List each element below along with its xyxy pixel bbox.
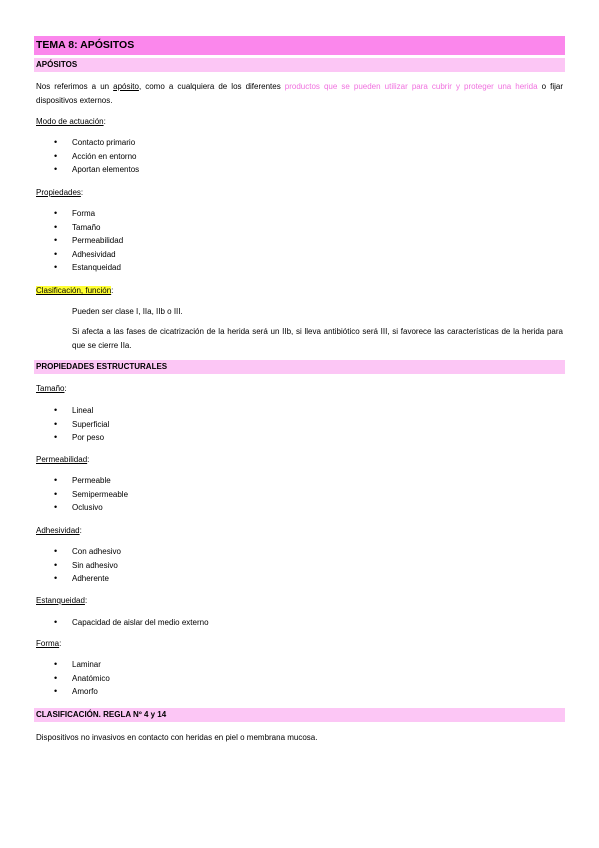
- list-item: • Por peso: [54, 431, 109, 445]
- modo-actuacion-label-text: Modo de actuación: [36, 117, 104, 126]
- list-item: • Estanqueidad: [54, 261, 123, 275]
- list-item: • Adhesividad: [54, 248, 123, 262]
- clasificacion-funcion-label-text: Clasificación, función: [36, 286, 112, 295]
- estanqueidad-label-text: Estanqueidad: [36, 596, 85, 605]
- propiedades-list: [54, 207, 123, 275]
- list-item: • Laminar: [54, 658, 110, 672]
- propiedades-label-text: Propiedades: [36, 188, 81, 197]
- forma-label: Forma:: [36, 639, 62, 648]
- list-item: • Contacto primario: [54, 136, 139, 150]
- list-item: • Lineal: [54, 404, 109, 418]
- estanqueidad-label: Estanqueidad:: [36, 596, 88, 605]
- list-item: • Semipermeable: [54, 488, 128, 502]
- intro-paragraph: [36, 80, 563, 107]
- list-item: • Oclusivo: [54, 501, 128, 515]
- intro-highlight-pink: productos que se pueden utilizar para cubrir y proteger una herida: [284, 82, 538, 91]
- intro-term-aposito: apósito: [113, 82, 139, 91]
- tamano-label-text: Tamaño: [36, 384, 65, 393]
- clasificacion-line-2: Si afecta a las fases de cicatrización de la herida será un IIb, si lleva antibiótico será III, si favorece las características de la herida para que se cierre IIa.: [72, 327, 563, 350]
- adhesividad-list: [54, 545, 121, 586]
- permeabilidad-label: Permeabilidad:: [36, 455, 90, 464]
- list-item: • Anatómico: [54, 672, 110, 686]
- intro-text-b: , como a cualquiera de los diferentes: [138, 82, 285, 91]
- clasificacion-funcion-label: Clasificación, función:: [36, 286, 114, 295]
- list-item: • Forma: [54, 207, 123, 221]
- section-heading-propiedades-estructurales: PROPIEDADES ESTRUCTURALES: [34, 360, 565, 374]
- propiedades-label: Propiedades:: [36, 188, 84, 197]
- list-item: • Permeable: [54, 474, 128, 488]
- permeabilidad-list: [54, 474, 128, 515]
- tamano-list: [54, 404, 109, 445]
- forma-list: [54, 658, 110, 699]
- list-item: • Permeabilidad: [54, 234, 123, 248]
- list-item: • Acción en entorno: [54, 150, 139, 164]
- list-item: • Aportan elementos: [54, 163, 139, 177]
- adhesividad-label-text: Adhesividad: [36, 526, 80, 535]
- forma-label-text: Forma: [36, 639, 60, 648]
- list-item: • Capacidad de aislar del medio externo: [54, 616, 209, 630]
- tamano-label: Tamaño:: [36, 384, 67, 393]
- document-title: TEMA 8: APÓSITOS: [34, 36, 565, 55]
- intro-text-a: Nos referimos a un: [36, 82, 114, 91]
- list-item: • Superficial: [54, 418, 109, 432]
- clasificacion-line-1: Pueden ser clase I, IIa, IIb o III.: [72, 307, 183, 316]
- list-item: • Con adhesivo: [54, 545, 121, 559]
- intro-text-c: o fijar dispositivos externos.: [36, 82, 563, 105]
- list-item: • Amorfo: [54, 685, 110, 699]
- modo-actuacion-list: [54, 136, 139, 177]
- modo-actuacion-label: Modo de actuación:: [36, 117, 106, 126]
- estanqueidad-list: [54, 616, 209, 630]
- list-item: • Sin adhesivo: [54, 559, 121, 573]
- permeabilidad-label-text: Permeabilidad: [36, 455, 88, 464]
- adhesividad-label: Adhesividad:: [36, 526, 82, 535]
- list-item: • Adherente: [54, 572, 121, 586]
- clasificacion-regla-text: Dispositivos no invasivos en contacto con heridas en piel o membrana mucosa.: [36, 733, 318, 742]
- list-item: • Tamaño: [54, 221, 123, 235]
- section-heading-apositos: APÓSITOS: [34, 58, 565, 72]
- section-heading-clasificacion-regla: CLASIFICACIÓN. REGLA Nº 4 y 14: [34, 708, 565, 722]
